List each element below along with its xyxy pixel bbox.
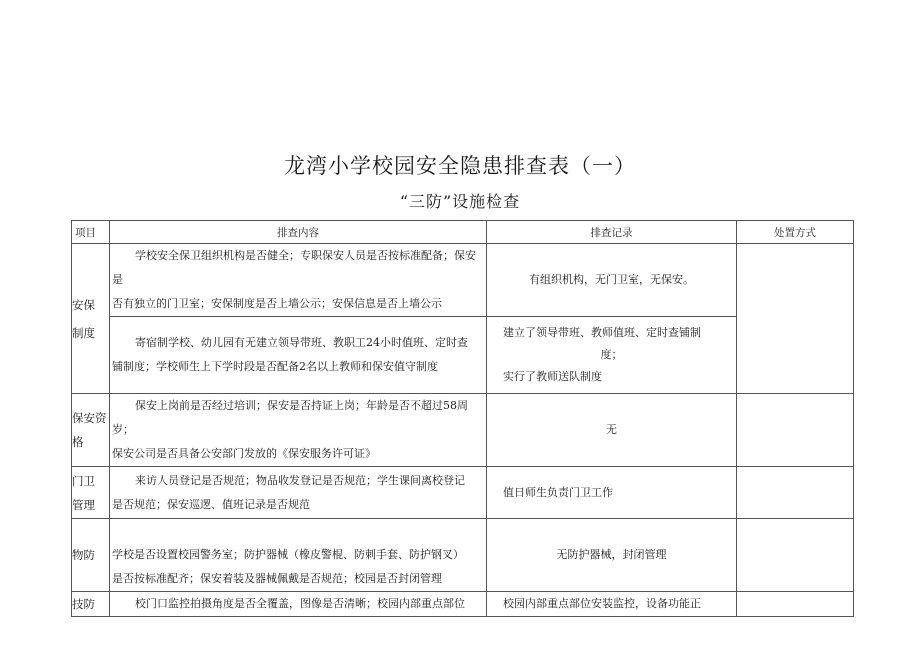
category-cell: 门卫 管理: [72, 467, 110, 519]
table-row: [72, 244, 854, 317]
action-cell: [737, 592, 854, 617]
page-subtitle: “三防”设施检查: [399, 192, 521, 211]
record-cell: 值日师生负责门卫工作: [487, 467, 737, 519]
category-cell: 物防: [72, 519, 110, 592]
action-cell: [737, 467, 854, 519]
record-cell: 有组织机构，无门卫室，无保安。: [487, 244, 737, 317]
content-cell: 保安上岗前是否经过培训；保安是否持证上岗；年龄是否不超过58周岁； 保安公司是否具备公安部门发放的《保安服务许可证》: [110, 394, 487, 467]
content-cell: 学校安全保卫组织机构是否健全；专职保安人员是否按标准配备；保安是 否有独立的门卫室；安保制度是否上墙公示；安保信息是否上墙公示: [110, 244, 487, 317]
table-row: [72, 519, 854, 592]
content-cell: 学校是否设置校园警务室；防护器械（橡皮警棍、防刺手套、防护钢叉） 是否按标准配齐；保安着装及器械佩戴是否规范；校园是否封闭管理: [110, 519, 487, 592]
table-row: [72, 592, 854, 617]
table-header-row: [72, 221, 854, 244]
action-cell: [737, 394, 854, 467]
header-record: 排查记录: [487, 221, 737, 244]
record-cell: 无防护器械，封闭管理: [487, 519, 737, 592]
table-row: [72, 394, 854, 467]
table-row: [72, 467, 854, 519]
category-cell: 技防: [72, 592, 110, 617]
action-cell: [737, 519, 854, 592]
category-cell: 安保 制度: [72, 244, 110, 394]
record-cell: 校园内部重点部位安装监控，设备功能正: [487, 592, 737, 617]
table-row: [72, 317, 854, 394]
content-cell: 来访人员登记是否规范；物品收发登记是否规范；学生课间离校登记 是否规范；保安巡逻、值班记录是否规范: [110, 467, 487, 519]
page-title: 龙湾小学校园安全隐患排查表（一）: [284, 154, 636, 178]
category-cell: 保安资 格: [72, 394, 110, 467]
header-content: 排查内容: [110, 221, 487, 244]
header-action: 处置方式: [737, 221, 854, 244]
content-cell: 校门口监控拍摄角度是否全覆盖，图像是否清晰；校园内部重点部位: [110, 592, 487, 617]
record-cell: 建立了领导带班、教师值班、定时查铺制 度； 实行了教师送队制度: [487, 317, 737, 394]
content-cell: 寄宿制学校、幼儿园有无建立领导带班、教职工24小时值班、定时查 铺制度；学校师生上下学时段是否配备2名以上教师和保安值守制度: [110, 317, 487, 394]
inspection-table: [71, 220, 854, 617]
record-cell: 无: [487, 394, 737, 467]
action-cell: [737, 244, 854, 394]
header-item: 项目: [72, 221, 110, 244]
